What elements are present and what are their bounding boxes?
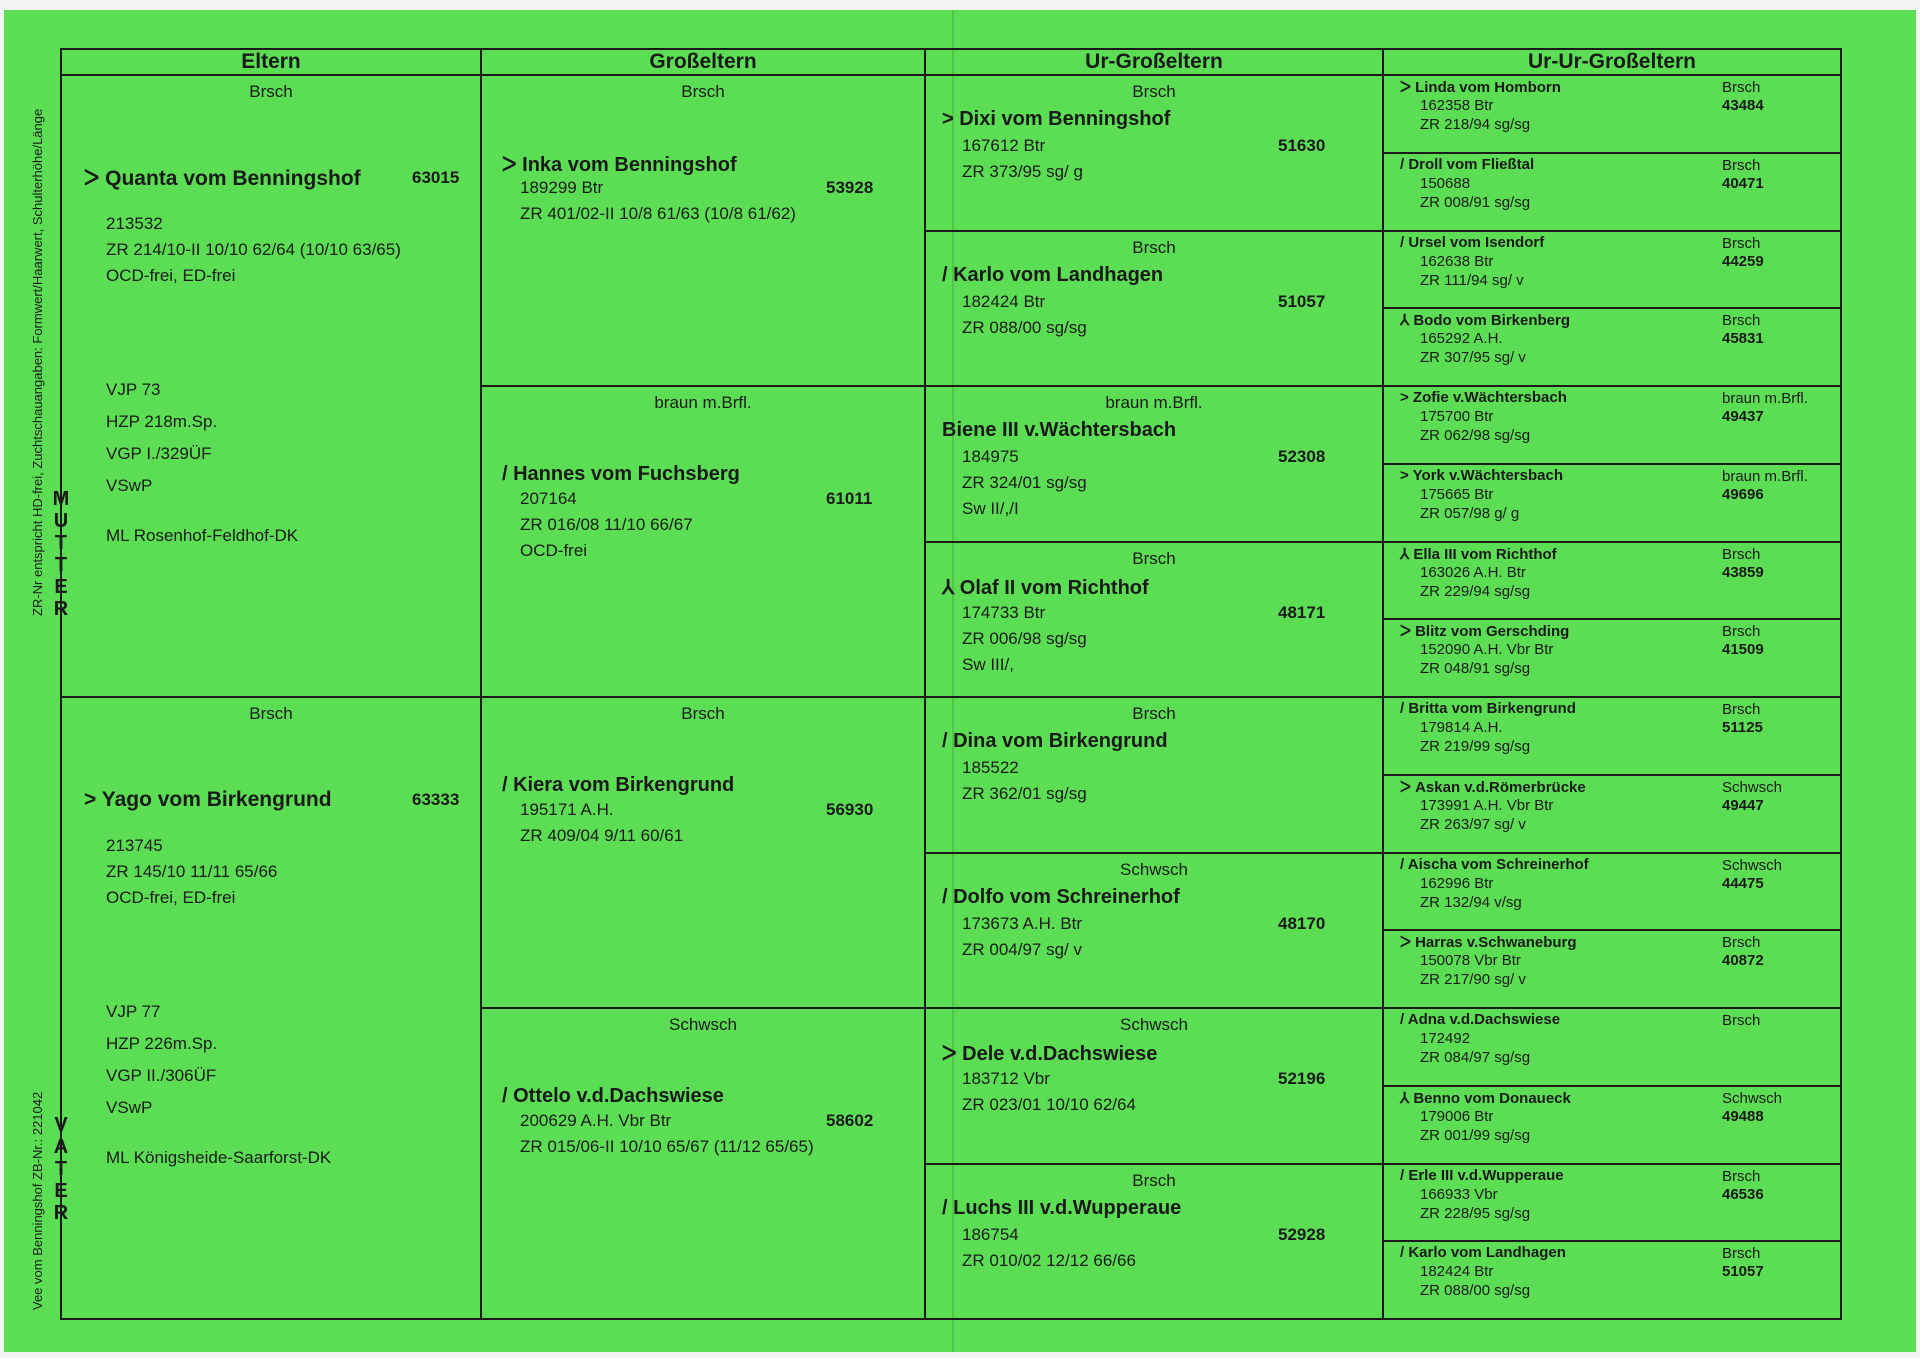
great-great-grandparent-cell [1384, 1009, 1840, 1087]
zb-number: 52308 [1278, 447, 1326, 466]
dog-name: / Ottelo v.d.Dachswiese [502, 1085, 724, 1107]
coat-color: braun m.Brfl. [1722, 467, 1808, 485]
side-note-bottom: Vee vom Benningshof ZB-Nr.: 221042 [30, 1091, 45, 1310]
detail-line: 167612 Btr [962, 136, 1046, 155]
zb-number: 58602 [826, 1111, 874, 1130]
detail-line: 182424 Btr [1420, 1263, 1494, 1281]
coat-color: Brsch [1722, 1245, 1761, 1263]
zb-number: 52928 [1278, 1224, 1326, 1244]
coat-color: Schwsch [1722, 778, 1783, 796]
detail-line: 185522 [962, 758, 1019, 777]
column-eltern [62, 76, 482, 1320]
great-grandparent-cell [926, 1009, 1382, 1165]
detail-line: 213745 [106, 836, 163, 855]
detail-line: ZR 217/90 sg/ v [1420, 971, 1526, 989]
zb-number: 40471 [1722, 174, 1764, 192]
detail-line: ZR 008/91 sg/sg [1420, 193, 1531, 211]
header-ur-grosseltern: Ur-Großeltern [926, 50, 1384, 76]
detail-line: ZR 324/01 sg/sg [962, 473, 1087, 492]
grandparent-cell [482, 76, 924, 387]
side-note-top: ZR-Nr entspricht HD-frei, Zuchtschauangaben: Formwert/Haarwert, Schulterhöhe/Länge [30, 108, 45, 616]
dog-name: ⅄ Bodo vom Birkenberg [1400, 312, 1571, 330]
column-grosseltern [482, 76, 926, 1320]
detail-line: 186754 [962, 1224, 1019, 1244]
zb-number: 41509 [1722, 641, 1764, 659]
detail-line: ZR 088/00 sg/sg [1420, 1282, 1531, 1300]
detail-line: 175700 Btr [1420, 408, 1494, 425]
detail-line: 162996 Btr [1420, 874, 1494, 892]
detail-line: 172492 [1420, 1030, 1471, 1047]
detail-line: 163026 A.H. Btr [1420, 563, 1526, 581]
dog-name: / Britta vom Birkengrund [1400, 700, 1576, 717]
detail-line: 150688 [1420, 174, 1471, 192]
detail-line: ZR 004/97 sg/ v [962, 939, 1083, 959]
dog-name: > York v.Wächtersbach [1400, 466, 1563, 484]
detail-line: ZR 016/08 11/10 66/67 [520, 515, 693, 534]
zb-number: 43859 [1722, 563, 1764, 581]
test-result: HZP 218m.Sp. [106, 412, 218, 431]
coat-color: braun m.Brfl. [1722, 390, 1808, 407]
great-great-grandparent-cell [1384, 309, 1840, 387]
dog-name: Biene III v.Wächtersbach [942, 419, 1177, 441]
detail-line: ZR 214/10-II 10/10 62/64 (10/10 63/65) [106, 240, 401, 259]
coat-color: Brsch [1722, 545, 1761, 563]
great-great-grandparent-cell [1384, 1242, 1840, 1320]
side-letter: E [54, 1180, 68, 1202]
test-result: VSwP [106, 1098, 153, 1117]
dog-name: / Adna v.d.Dachswiese [1400, 1011, 1561, 1028]
detail-line: 174733 Btr [962, 602, 1046, 622]
detail-line: ZR 111/94 sg/ v [1420, 271, 1524, 289]
side-letter: V [54, 1114, 68, 1136]
coat-color: Brsch [681, 704, 725, 723]
detail-line: Sw II/,/I [962, 499, 1019, 518]
coat-color: Brsch [681, 82, 725, 101]
dog-name: / Karlo vom Landhagen [1400, 1244, 1566, 1262]
great-grandparent-cell [926, 76, 1382, 232]
coat-color: Brsch [1722, 701, 1761, 718]
great-great-grandparent-cell [1384, 1165, 1840, 1243]
coat-color: Brsch [1132, 237, 1176, 257]
dog-name: > Yago vom Birkengrund [84, 788, 332, 811]
zb-number: 49488 [1722, 1107, 1764, 1125]
grandparent-cell [482, 698, 924, 1009]
detail-line: ZR 023/01 10/10 62/64 [962, 1095, 1136, 1114]
detail-line: ZR 062/98 sg/sg [1420, 427, 1531, 444]
grandparent-cell [482, 1009, 924, 1320]
dog-name: / Hannes vom Fuchsberg [502, 463, 740, 485]
dog-name: / Aischa vom Schreinerhof [1400, 855, 1589, 873]
coat-color: Brsch [1132, 548, 1176, 568]
dog-name: / Luchs III v.d.Wupperaue [942, 1196, 1182, 1219]
dog-name: / Ursel vom Isendorf [1400, 233, 1545, 251]
coat-color: braun m.Brfl. [1105, 393, 1203, 412]
detail-line: ZR 218/94 sg/sg [1420, 116, 1531, 133]
side-letter: T [54, 1158, 68, 1180]
detail-line: 173991 A.H. Vbr Btr [1420, 796, 1554, 814]
coat-color: Brsch [1132, 1170, 1176, 1190]
great-great-grandparent-cell [1384, 698, 1840, 776]
detail-line: ZR 084/97 sg/sg [1420, 1049, 1531, 1066]
detail-line: 195171 A.H. [520, 800, 614, 819]
test-result: HZP 226m.Sp. [106, 1034, 218, 1053]
great-great-grandparent-cell [1384, 543, 1840, 621]
dog-name: ⅄ Benno vom Donaueck [1400, 1089, 1571, 1107]
coat-color: Brsch [249, 704, 293, 723]
header-ur-ur-grosseltern: Ur-Ur-Großeltern [1384, 50, 1840, 76]
dog-name: ᐳ Linda vom Homborn [1400, 79, 1561, 96]
detail-line: OCD-frei, ED-frei [106, 888, 236, 907]
header-grosseltern: Großeltern [482, 50, 926, 76]
dog-name: / Dolfo vom Schreinerhof [942, 885, 1180, 908]
detail-line: ZR 006/98 sg/sg [962, 628, 1087, 648]
zb-number: 44259 [1722, 252, 1764, 270]
great-great-grandparent-cell [1384, 931, 1840, 1009]
side-letter: A [53, 1136, 69, 1158]
detail-line: ZR 229/94 sg/sg [1420, 582, 1531, 600]
detail-line: 183712 Vbr [962, 1069, 1050, 1088]
zb-number: 49437 [1722, 408, 1764, 425]
great-grandparent-cell [926, 1165, 1382, 1321]
zb-number: 51057 [1722, 1263, 1764, 1281]
dog-name: ᐳ Harras v.Schwaneburg [1400, 934, 1577, 952]
coat-color: Schwsch [668, 1015, 738, 1034]
detail-line: ZR 088/00 sg/sg [962, 317, 1087, 337]
detail-line: ZR 228/95 sg/sg [1420, 1204, 1531, 1222]
zb-number: 52196 [1278, 1069, 1326, 1088]
coat-color: Brsch [1722, 79, 1761, 96]
great-great-grandparent-cell [1384, 854, 1840, 932]
dog-name: / Droll vom Fließtal [1400, 155, 1535, 173]
column-ur-ur-grosseltern [1384, 76, 1840, 1320]
detail-line: 213532 [106, 214, 163, 233]
great-great-grandparent-cell [1384, 1087, 1840, 1165]
coat-color: Brsch [1722, 623, 1761, 641]
detail-line: 182424 Btr [962, 291, 1046, 311]
coat-color: Brsch [1132, 82, 1176, 101]
side-letter: R [53, 1202, 69, 1224]
detail-line: 179006 Btr [1420, 1107, 1494, 1125]
great-great-grandparent-cell [1384, 620, 1840, 698]
zb-number: 63015 [412, 168, 460, 187]
dog-name: > Dixi vom Benningshof [942, 108, 1171, 130]
coat-color: Brsch [249, 82, 293, 101]
zb-number: 48171 [1278, 602, 1326, 622]
test-result: VSwP [106, 476, 153, 495]
dog-name: ᐳ Askan v.d.Römerbrücke [1400, 778, 1586, 796]
detail-line: 175665 Btr [1420, 485, 1494, 503]
detail-line: 207164 [520, 489, 577, 508]
dog-name: ᐳ Dele v.d.Dachswiese [942, 1043, 1158, 1065]
test-result: VGP II./306ÜF [106, 1066, 217, 1085]
great-grandparent-cell [926, 543, 1382, 699]
coat-color: braun m.Brfl. [654, 393, 752, 412]
great-great-grandparent-cell [1384, 232, 1840, 310]
header-eltern: Eltern [62, 50, 482, 76]
detail-line: ZR 263/97 sg/ v [1420, 815, 1526, 833]
detail-line: ZR 401/02-II 10/8 61/63 (10/8 61/62) [520, 204, 796, 223]
detail-line: ZR 409/04 9/11 60/61 [520, 826, 684, 845]
detail-line: 162638 Btr [1420, 252, 1494, 270]
coat-color: Brsch [1722, 1012, 1761, 1029]
grandparent-cell [482, 387, 924, 698]
zb-number: 56930 [826, 800, 874, 819]
detail-line: ZR 015/06-II 10/10 65/67 (11/12 65/65) [520, 1137, 814, 1156]
dog-name: / Erle III v.d.Wupperaue [1400, 1166, 1564, 1184]
coat-color: Schwsch [1119, 1015, 1189, 1034]
zb-number: 53928 [826, 178, 874, 197]
coat-color: Brsch [1132, 704, 1176, 723]
coat-color: Brsch [1722, 156, 1761, 174]
zb-number: 63333 [412, 790, 460, 809]
ml-line: ML Rosenhof-Feldhof-DK [106, 526, 299, 545]
side-letter: T [54, 532, 68, 554]
detail-line: ZR 048/91 sg/sg [1420, 660, 1531, 678]
great-great-grandparent-cell [1384, 776, 1840, 854]
side-letter: R [53, 598, 69, 620]
coat-color: Schwsch [1722, 1089, 1783, 1107]
zb-number: 48170 [1278, 913, 1326, 933]
great-great-grandparent-cell [1384, 76, 1840, 154]
dog-name: ᐳ Blitz vom Gerschding [1400, 623, 1570, 641]
coat-color: Brsch [1722, 1167, 1761, 1185]
dog-name: > Zofie v.Wächtersbach [1400, 389, 1567, 406]
great-great-grandparent-cell [1384, 154, 1840, 232]
side-letter: M [52, 488, 70, 510]
dog-name: ⅄ Olaf II vom Richthof [942, 576, 1149, 599]
zb-number: 43484 [1722, 97, 1764, 114]
dog-name: ⅄ Ella III vom Richthof [1400, 545, 1557, 563]
coat-color: Brsch [1722, 934, 1761, 952]
side-letter: U [53, 510, 69, 532]
detail-line: ZR 132/94 v/sg [1420, 893, 1522, 911]
great-grandparent-cell [926, 698, 1382, 854]
pedigree-table [60, 48, 1842, 1320]
zb-number: 46536 [1722, 1185, 1764, 1203]
great-grandparent-cell [926, 387, 1382, 543]
detail-line: 162358 Btr [1420, 97, 1494, 114]
detail-line: OCD-frei [520, 541, 588, 560]
detail-line: ZR 057/98 g/ g [1420, 504, 1520, 522]
parent-cell [62, 76, 480, 698]
great-grandparent-cell [926, 232, 1382, 388]
detail-line: 189299 Btr [520, 178, 604, 197]
detail-line: 150078 Vbr Btr [1420, 952, 1521, 970]
detail-line: 165292 A.H. [1420, 330, 1503, 348]
detail-line: 173673 A.H. Btr [962, 913, 1083, 933]
side-letter: E [54, 576, 68, 598]
detail-line: OCD-frei, ED-frei [106, 266, 236, 285]
zb-number: 40872 [1722, 952, 1764, 970]
test-result: VGP I./329ÜF [106, 444, 212, 463]
detail-line: Sw III/, [962, 654, 1014, 674]
dog-name: / Karlo vom Landhagen [942, 263, 1164, 286]
detail-line: ZR 362/01 sg/sg [962, 784, 1087, 803]
zb-number: 44475 [1722, 874, 1764, 892]
coat-color: Schwsch [1119, 859, 1189, 879]
detail-line: 166933 Vbr [1420, 1185, 1498, 1203]
zb-number: 61011 [826, 489, 873, 508]
dog-name: ᐳ Inka vom Benningshof [502, 154, 737, 176]
ml-line: ML Königsheide-Saarforst-DK [106, 1148, 332, 1167]
test-result: VJP 77 [106, 1002, 161, 1021]
detail-line: ZR 373/95 sg/ g [962, 162, 1083, 181]
detail-line: 200629 A.H. Vbr Btr [520, 1111, 672, 1130]
great-grandparent-cell [926, 854, 1382, 1010]
great-great-grandparent-cell [1384, 465, 1840, 543]
great-great-grandparent-cell [1384, 387, 1840, 465]
coat-color: Brsch [1722, 234, 1761, 252]
dog-name: ᐳ Quanta vom Benningshof [84, 167, 361, 190]
zb-number: 49447 [1722, 796, 1764, 814]
dog-name: / Kiera vom Birkengrund [502, 774, 735, 796]
detail-line: 179814 A.H. [1420, 719, 1503, 736]
detail-line: ZR 010/02 12/12 66/66 [962, 1250, 1136, 1270]
side-letter: T [54, 554, 68, 576]
dog-name: / Dina vom Birkengrund [942, 730, 1168, 752]
zb-number: 45831 [1722, 330, 1764, 348]
zb-number: 51057 [1278, 291, 1326, 311]
detail-line: ZR 001/99 sg/sg [1420, 1126, 1531, 1144]
zb-number: 51125 [1722, 719, 1763, 736]
detail-line: 152090 A.H. Vbr Btr [1420, 641, 1554, 659]
coat-color: Schwsch [1722, 856, 1783, 874]
test-result: VJP 73 [106, 380, 161, 399]
parent-cell [62, 698, 480, 1320]
detail-line: ZR 145/10 11/11 65/66 [106, 862, 278, 881]
zb-number: 49696 [1722, 485, 1764, 503]
column-ur-grosseltern [926, 76, 1384, 1320]
coat-color: Brsch [1722, 312, 1761, 330]
detail-line: 184975 [962, 447, 1019, 466]
detail-line: ZR 219/99 sg/sg [1420, 738, 1531, 755]
detail-line: ZR 307/95 sg/ v [1420, 349, 1526, 367]
zb-number: 51630 [1278, 136, 1326, 155]
